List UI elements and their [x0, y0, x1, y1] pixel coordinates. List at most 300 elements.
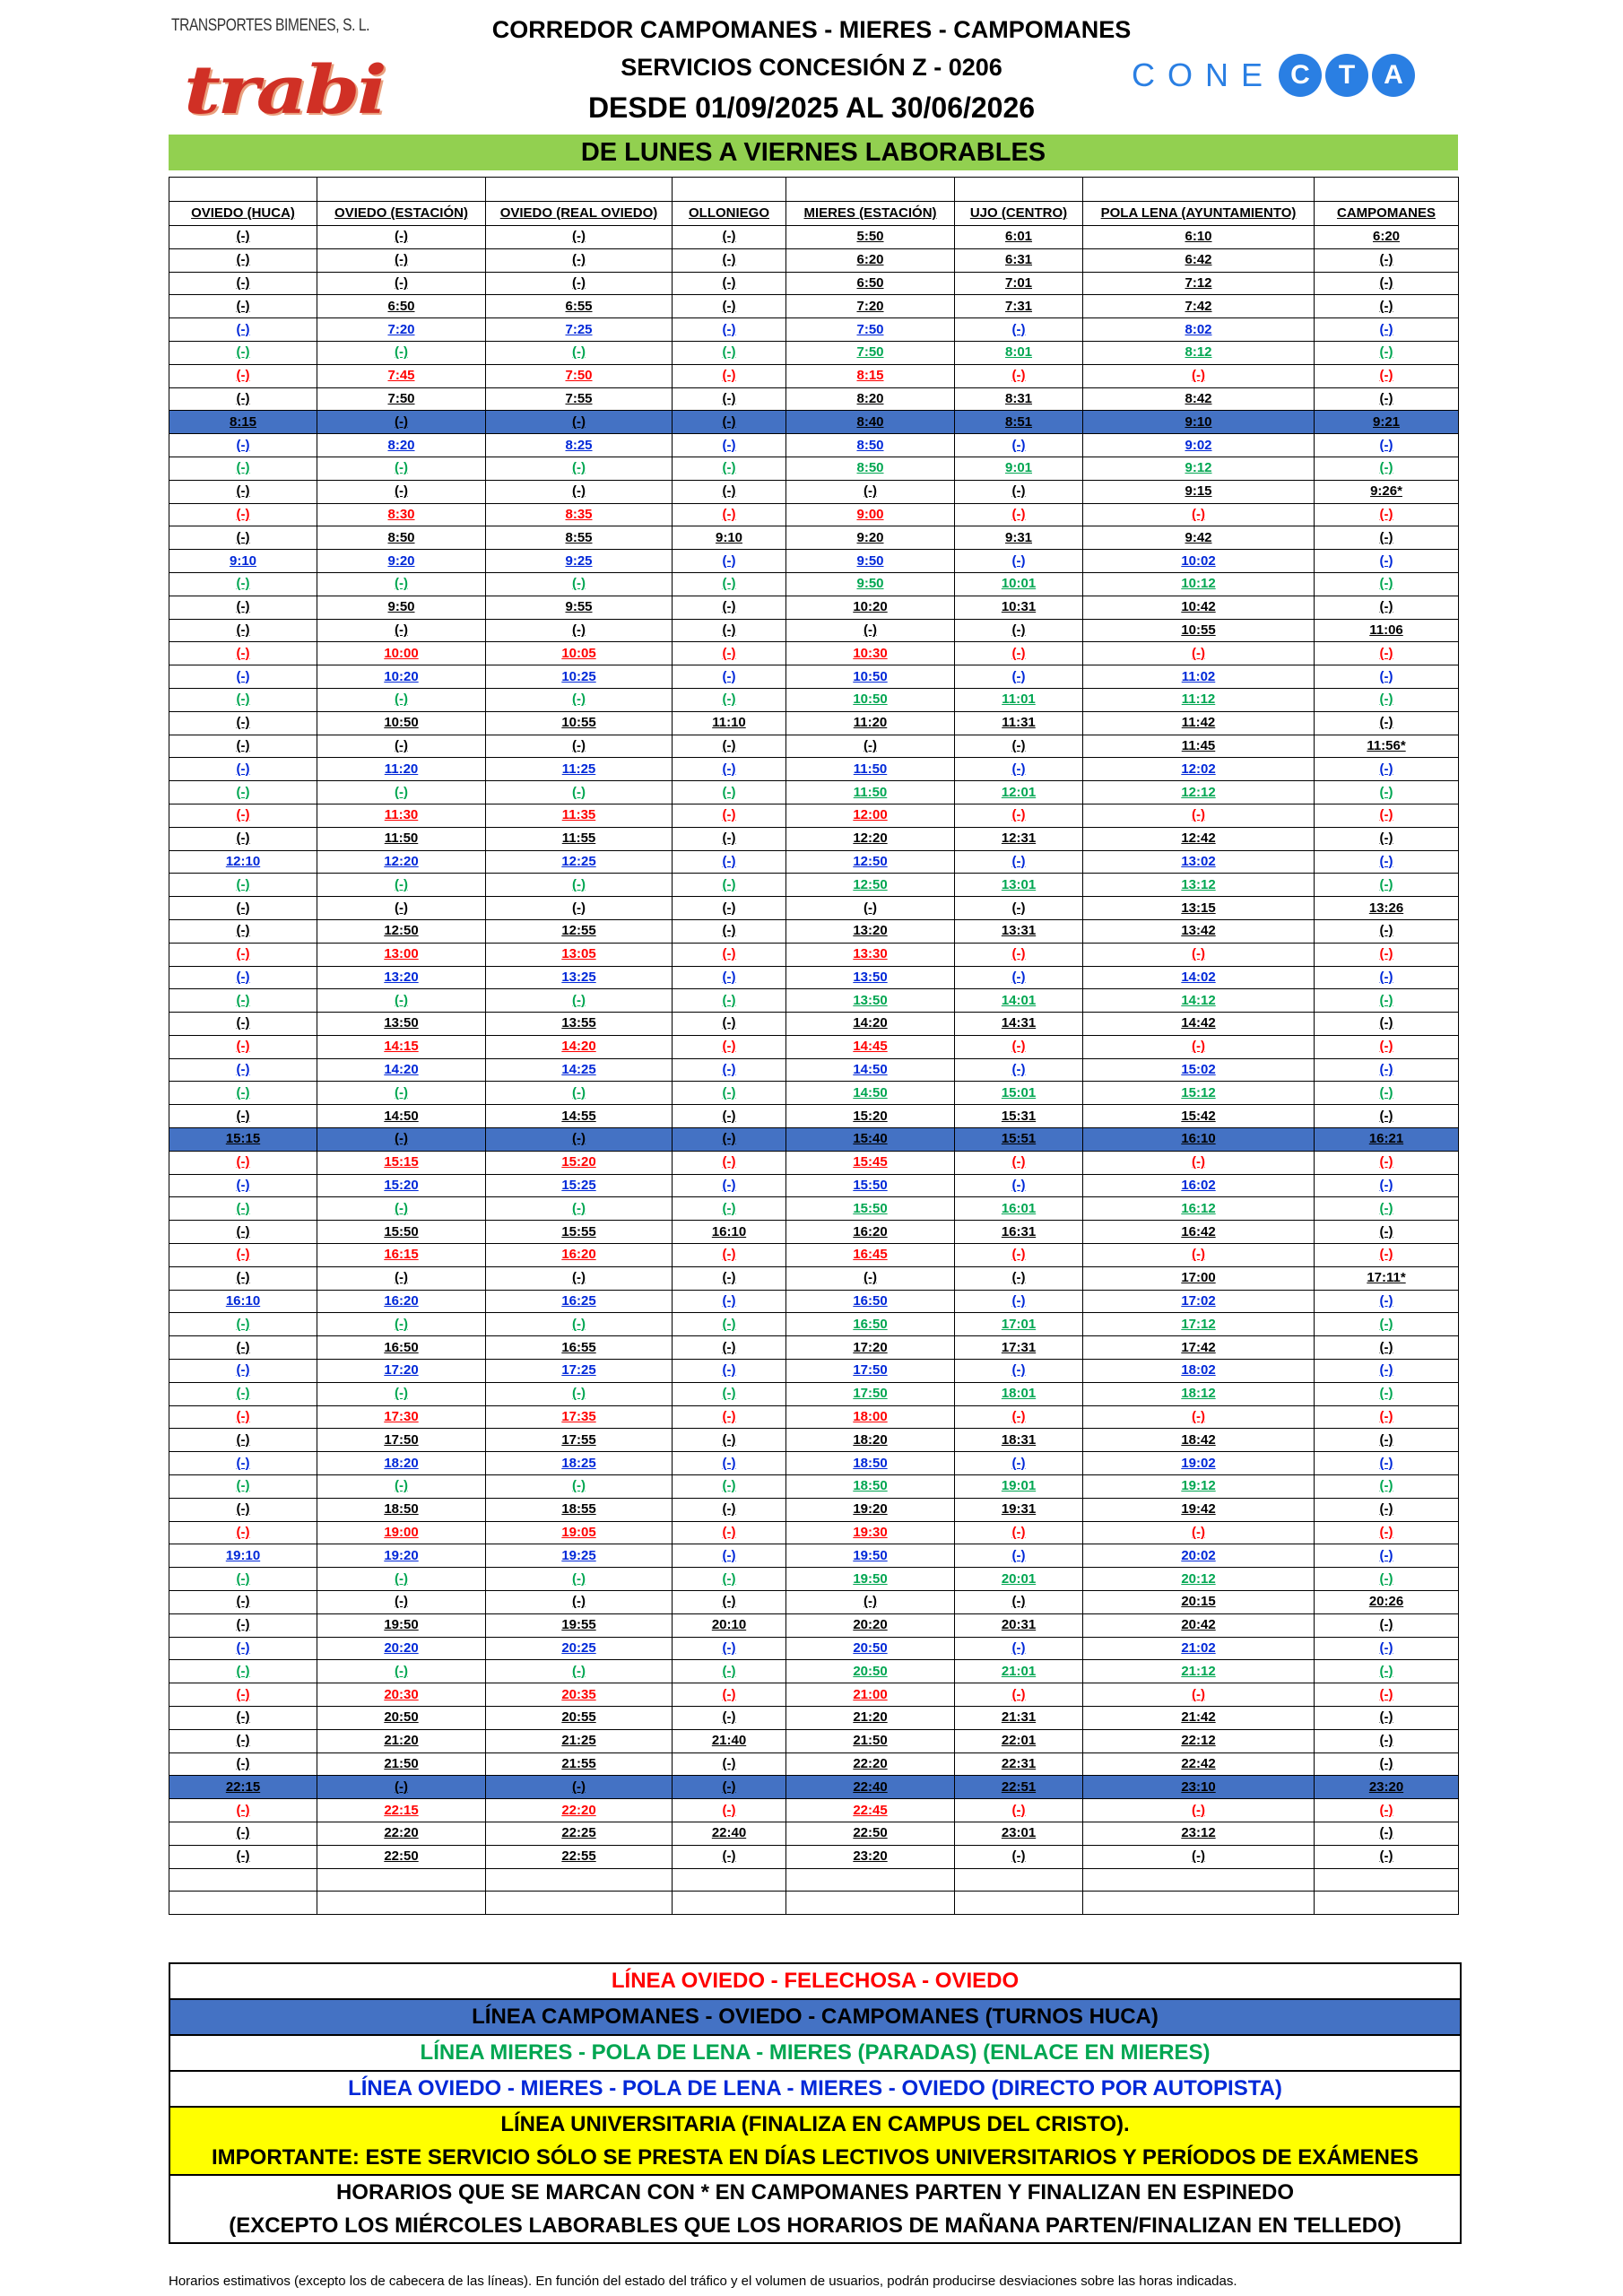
time-cell: (-): [169, 1799, 317, 1822]
time-cell: (-): [673, 1105, 786, 1128]
time-cell: (-): [317, 480, 486, 503]
time-cell: (-): [169, 341, 317, 364]
empty-cell: [486, 1868, 673, 1892]
time-cell: (-): [1083, 1845, 1315, 1868]
time-cell: 19:02: [1083, 1452, 1315, 1475]
time-cell: (-): [1315, 503, 1459, 526]
time-cell: (-): [169, 434, 317, 457]
time-cell: (-): [673, 1845, 786, 1868]
time-cell: (-): [169, 1105, 317, 1128]
time-cell: (-): [1083, 1683, 1315, 1707]
timetable-row: [169, 364, 1459, 387]
company-name: TRANSPORTES BIMENES, S. L.: [171, 16, 370, 35]
timetable-row: [169, 1244, 1459, 1267]
time-cell: 19:10: [169, 1544, 317, 1568]
trabi-logo: trabi: [184, 52, 385, 129]
time-cell: (-): [169, 364, 317, 387]
time-cell: (-): [955, 1266, 1083, 1290]
time-cell: (-): [486, 1082, 673, 1105]
time-cell: 23:20: [1315, 1776, 1459, 1799]
time-cell: 13:25: [486, 966, 673, 989]
time-cell: (-): [673, 1151, 786, 1174]
time-cell: (-): [673, 874, 786, 897]
time-cell: 18:55: [486, 1498, 673, 1521]
time-cell: (-): [169, 387, 317, 411]
timetable-row: [169, 897, 1459, 920]
time-cell: 9:01: [955, 457, 1083, 480]
time-cell: (-): [673, 781, 786, 804]
timetable-row: [169, 1035, 1459, 1058]
timetable-row: [169, 1752, 1459, 1776]
time-cell: 22:20: [786, 1752, 955, 1776]
timetable-row: [169, 550, 1459, 573]
column-header: UJO (CENTRO): [955, 202, 1083, 226]
time-cell: 7:20: [317, 318, 486, 342]
time-cell: 15:50: [317, 1221, 486, 1244]
time-cell: (-): [486, 457, 673, 480]
time-cell: (-): [786, 1266, 955, 1290]
time-cell: (-): [786, 897, 955, 920]
time-cell: (-): [1315, 1336, 1459, 1360]
timetable-row: [169, 804, 1459, 827]
time-cell: (-): [1083, 943, 1315, 966]
time-cell: (-): [955, 1360, 1083, 1383]
time-cell: 10:50: [786, 665, 955, 689]
time-cell: 20:50: [786, 1637, 955, 1660]
time-cell: (-): [673, 1475, 786, 1499]
time-cell: 11:12: [1083, 688, 1315, 711]
time-cell: (-): [169, 1568, 317, 1591]
time-cell: 9:10: [673, 526, 786, 550]
time-cell: 16:20: [786, 1221, 955, 1244]
time-cell: (-): [169, 1313, 317, 1336]
time-cell: (-): [673, 1174, 786, 1197]
time-cell: (-): [486, 226, 673, 249]
time-cell: 11:25: [486, 758, 673, 781]
time-cell: 20:20: [786, 1613, 955, 1637]
time-cell: (-): [1315, 943, 1459, 966]
timetable-row: [169, 295, 1459, 318]
time-cell: (-): [1083, 1244, 1315, 1267]
time-cell: 6:50: [786, 272, 955, 295]
time-cell: (-): [673, 1244, 786, 1267]
time-cell: (-): [955, 897, 1083, 920]
timetable-row: [169, 1591, 1459, 1614]
time-cell: 13:30: [786, 943, 955, 966]
time-cell: (-): [955, 434, 1083, 457]
time-cell: 17:25: [486, 1360, 673, 1383]
time-cell: (-): [955, 1521, 1083, 1544]
time-cell: (-): [169, 827, 317, 850]
time-cell: 20:10: [673, 1613, 786, 1637]
time-cell: 20:50: [317, 1707, 486, 1730]
time-cell: (-): [673, 457, 786, 480]
time-cell: (-): [1315, 1521, 1459, 1544]
validity-dates: DESDE 01/09/2025 AL 30/06/2026: [587, 91, 1036, 124]
time-cell: (-): [169, 1221, 317, 1244]
time-cell: (-): [1315, 966, 1459, 989]
timetable-row: [169, 1822, 1459, 1845]
time-cell: (-): [317, 1475, 486, 1499]
time-cell: (-): [169, 711, 317, 735]
time-cell: 16:20: [486, 1244, 673, 1267]
time-cell: (-): [169, 943, 317, 966]
time-cell: (-): [486, 688, 673, 711]
time-cell: 16:12: [1083, 1197, 1315, 1221]
time-cell: 19:55: [486, 1613, 673, 1637]
time-cell: (-): [1315, 1475, 1459, 1499]
time-cell: 6:50: [317, 295, 486, 318]
time-cell: (-): [1315, 1568, 1459, 1591]
time-cell: (-): [169, 1591, 317, 1614]
time-cell: (-): [486, 248, 673, 272]
time-cell: 12:01: [955, 781, 1083, 804]
time-cell: 11:56*: [1315, 735, 1459, 758]
time-cell: (-): [1315, 434, 1459, 457]
time-cell: 10:31: [955, 596, 1083, 619]
time-cell: (-): [786, 1591, 955, 1614]
time-cell: (-): [955, 1290, 1083, 1313]
time-cell: (-): [955, 735, 1083, 758]
time-cell: (-): [786, 480, 955, 503]
timetable-row: [169, 1544, 1459, 1568]
time-cell: 17:11*: [1315, 1266, 1459, 1290]
time-cell: 22:01: [955, 1729, 1083, 1752]
time-cell: (-): [169, 503, 317, 526]
time-cell: (-): [673, 1013, 786, 1036]
time-cell: (-): [1315, 827, 1459, 850]
timetable-row: [169, 665, 1459, 689]
time-cell: (-): [1083, 642, 1315, 665]
time-cell: 8:20: [317, 434, 486, 457]
time-cell: 21:00: [786, 1683, 955, 1707]
time-cell: 11:55: [486, 827, 673, 850]
asterisk-note-line2: (EXCEPTO LOS MIÉRCOLES LABORABLES QUE LOS HORARIOS DE MAÑANA PARTEN/FINALIZAN EN TELLEDO): [229, 2213, 1402, 2238]
time-cell: 7:42: [1083, 295, 1315, 318]
time-cell: 20:30: [317, 1683, 486, 1707]
time-cell: 20:50: [786, 1660, 955, 1683]
time-cell: (-): [673, 897, 786, 920]
time-cell: (-): [169, 295, 317, 318]
time-cell: 15:15: [169, 1128, 317, 1152]
time-cell: (-): [169, 1266, 317, 1290]
time-cell: 15:02: [1083, 1058, 1315, 1082]
time-cell: (-): [1315, 1105, 1459, 1128]
time-cell: (-): [1315, 1244, 1459, 1267]
time-cell: (-): [486, 897, 673, 920]
time-cell: (-): [317, 1568, 486, 1591]
time-cell: 19:50: [317, 1613, 486, 1637]
timetable-empty-row: [169, 1868, 1459, 1892]
time-cell: (-): [1315, 874, 1459, 897]
time-cell: 7:20: [786, 295, 955, 318]
time-cell: 7:55: [486, 387, 673, 411]
time-cell: 19:42: [1083, 1498, 1315, 1521]
time-cell: 7:25: [486, 318, 673, 342]
time-cell: (-): [169, 619, 317, 642]
timetable-row: [169, 874, 1459, 897]
time-cell: (-): [955, 1035, 1083, 1058]
time-cell: 11:42: [1083, 711, 1315, 735]
time-cell: 14:50: [317, 1105, 486, 1128]
time-cell: 15:51: [955, 1128, 1083, 1152]
time-cell: (-): [673, 827, 786, 850]
time-cell: 16:15: [317, 1244, 486, 1267]
time-cell: 10:30: [786, 642, 955, 665]
time-cell: 7:01: [955, 272, 1083, 295]
time-cell: (-): [317, 989, 486, 1013]
time-cell: (-): [486, 1382, 673, 1405]
time-cell: (-): [169, 758, 317, 781]
time-cell: 16:10: [673, 1221, 786, 1244]
time-cell: (-): [1315, 1035, 1459, 1058]
asterisk-note-line1: HORARIOS QUE SE MARCAN CON * EN CAMPOMANES PARTEN Y FINALIZAN EN ESPINEDO: [335, 2180, 1295, 2205]
time-cell: 5:50: [786, 226, 955, 249]
time-cell: (-): [673, 735, 786, 758]
timetable-row: [169, 642, 1459, 665]
time-cell: (-): [1315, 1429, 1459, 1452]
time-cell: (-): [673, 1266, 786, 1290]
time-cell: 12:00: [786, 804, 955, 827]
empty-cell: [1083, 1868, 1315, 1892]
time-cell: (-): [673, 1591, 786, 1614]
time-cell: (-): [955, 804, 1083, 827]
time-cell: 13:42: [1083, 919, 1315, 943]
time-cell: 12:25: [486, 850, 673, 874]
time-cell: 11:30: [317, 804, 486, 827]
time-cell: (-): [169, 1660, 317, 1683]
time-cell: 9:15: [1083, 480, 1315, 503]
time-cell: 17:01: [955, 1313, 1083, 1336]
time-cell: 9:20: [786, 526, 955, 550]
time-cell: (-): [673, 1313, 786, 1336]
time-cell: (-): [317, 735, 486, 758]
time-cell: 19:31: [955, 1498, 1083, 1521]
timetable-row: [169, 572, 1459, 596]
time-cell: (-): [486, 480, 673, 503]
time-cell: 16:50: [317, 1336, 486, 1360]
time-cell: 17:00: [1083, 1266, 1315, 1290]
time-cell: 10:55: [486, 711, 673, 735]
time-cell: (-): [169, 642, 317, 665]
time-cell: (-): [169, 1822, 317, 1845]
empty-cell: [1083, 1892, 1315, 1915]
time-cell: 14:50: [786, 1082, 955, 1105]
time-cell: (-): [317, 1313, 486, 1336]
timetable-row: [169, 1707, 1459, 1730]
time-cell: 22:15: [317, 1799, 486, 1822]
time-cell: (-): [673, 1498, 786, 1521]
time-cell: 13:50: [786, 989, 955, 1013]
time-cell: (-): [955, 550, 1083, 573]
time-cell: (-): [1315, 1822, 1459, 1845]
time-cell: (-): [673, 1082, 786, 1105]
timetable-row: [169, 1521, 1459, 1544]
time-cell: (-): [955, 1544, 1083, 1568]
time-cell: (-): [1083, 804, 1315, 827]
time-cell: 22:45: [786, 1799, 955, 1822]
time-cell: 10:20: [317, 665, 486, 689]
time-cell: 16:31: [955, 1221, 1083, 1244]
time-cell: 19:12: [1083, 1475, 1315, 1499]
empty-cell: [673, 1892, 786, 1915]
time-cell: (-): [673, 364, 786, 387]
time-cell: (-): [486, 781, 673, 804]
time-cell: 22:50: [317, 1845, 486, 1868]
time-cell: 11:01: [955, 688, 1083, 711]
time-cell: (-): [169, 457, 317, 480]
time-cell: 19:05: [486, 1521, 673, 1544]
timetable-row: [169, 1729, 1459, 1752]
time-cell: (-): [169, 1683, 317, 1707]
time-cell: 14:55: [486, 1105, 673, 1128]
time-cell: (-): [317, 1266, 486, 1290]
time-cell: 20:25: [486, 1637, 673, 1660]
time-cell: (-): [673, 1544, 786, 1568]
timetable-row: [169, 387, 1459, 411]
time-cell: (-): [673, 572, 786, 596]
time-cell: 14:50: [786, 1058, 955, 1082]
time-cell: (-): [169, 1845, 317, 1868]
time-cell: 13:15: [1083, 897, 1315, 920]
time-cell: 23:10: [1083, 1776, 1315, 1799]
time-cell: 6:01: [955, 226, 1083, 249]
time-cell: (-): [1315, 989, 1459, 1013]
time-cell: (-): [1315, 1452, 1459, 1475]
time-cell: 21:20: [786, 1707, 955, 1730]
time-cell: 13:02: [1083, 850, 1315, 874]
time-cell: 7:50: [486, 364, 673, 387]
column-header: OVIEDO (HUCA): [169, 202, 317, 226]
time-cell: (-): [1315, 1405, 1459, 1429]
column-header: OLLONIEGO: [673, 202, 786, 226]
time-cell: (-): [955, 943, 1083, 966]
time-cell: (-): [1315, 1290, 1459, 1313]
empty-cell: [786, 1892, 955, 1915]
time-cell: (-): [673, 1058, 786, 1082]
time-cell: (-): [955, 503, 1083, 526]
timetable-row: [169, 1174, 1459, 1197]
time-cell: (-): [673, 596, 786, 619]
time-cell: 18:50: [317, 1498, 486, 1521]
time-cell: (-): [673, 619, 786, 642]
time-cell: 8:50: [786, 434, 955, 457]
time-cell: 8:20: [786, 387, 955, 411]
time-cell: (-): [169, 572, 317, 596]
time-cell: (-): [673, 1452, 786, 1475]
time-cell: (-): [1315, 1637, 1459, 1660]
time-cell: (-): [1315, 1683, 1459, 1707]
time-cell: 8:55: [486, 526, 673, 550]
time-cell: (-): [673, 226, 786, 249]
time-cell: 6:10: [1083, 226, 1315, 249]
time-cell: (-): [169, 874, 317, 897]
time-cell: 16:50: [786, 1313, 955, 1336]
time-cell: (-): [1315, 665, 1459, 689]
time-cell: (-): [169, 272, 317, 295]
time-cell: (-): [169, 1082, 317, 1105]
time-cell: (-): [169, 1336, 317, 1360]
time-cell: 11:06: [1315, 619, 1459, 642]
time-cell: 11:31: [955, 711, 1083, 735]
time-cell: 15:12: [1083, 1082, 1315, 1105]
time-cell: 15:01: [955, 1082, 1083, 1105]
time-cell: (-): [169, 1498, 317, 1521]
time-cell: 17:20: [317, 1360, 486, 1383]
time-cell: 17:02: [1083, 1290, 1315, 1313]
column-header: OVIEDO (REAL OVIEDO): [486, 202, 673, 226]
time-cell: (-): [169, 1637, 317, 1660]
time-cell: (-): [317, 248, 486, 272]
time-cell: (-): [169, 1429, 317, 1452]
timetable-row: [169, 735, 1459, 758]
conecta-logo: [1132, 52, 1415, 99]
timetable-row: [169, 1382, 1459, 1405]
time-cell: 14:25: [486, 1058, 673, 1082]
time-cell: (-): [169, 735, 317, 758]
time-cell: (-): [317, 874, 486, 897]
timetable-row: [169, 1845, 1459, 1868]
time-cell: (-): [673, 804, 786, 827]
footer-disclaimer: Horarios estimativos (excepto los de cabecera de las líneas). En función del estado del tráfico y el volumen de usuarios, podrán producirse desviaciones sobre las horas indicadas.: [169, 2274, 1237, 2289]
timetable-empty-row: [169, 1892, 1459, 1915]
legend-red-line: LÍNEA OVIEDO - FELECHOSA - OVIEDO: [170, 1964, 1460, 2000]
time-cell: (-): [169, 1707, 317, 1730]
time-cell: (-): [1315, 1013, 1459, 1036]
time-cell: (-): [169, 966, 317, 989]
time-cell: 18:02: [1083, 1360, 1315, 1383]
time-cell: (-): [1083, 364, 1315, 387]
time-cell: (-): [1315, 1707, 1459, 1730]
time-cell: (-): [169, 989, 317, 1013]
time-cell: 12:20: [786, 827, 955, 850]
timetable-header-row: [169, 202, 1459, 226]
empty-cell: [169, 1892, 317, 1915]
time-cell: 16:42: [1083, 1221, 1315, 1244]
time-cell: (-): [955, 1151, 1083, 1174]
time-cell: 22:42: [1083, 1752, 1315, 1776]
time-cell: 15:50: [786, 1174, 955, 1197]
time-cell: 12:55: [486, 919, 673, 943]
time-cell: (-): [169, 318, 317, 342]
time-cell: 10:12: [1083, 572, 1315, 596]
time-cell: 12:31: [955, 827, 1083, 850]
time-cell: 9:31: [955, 526, 1083, 550]
time-cell: 23:20: [786, 1845, 955, 1868]
time-cell: 15:50: [786, 1197, 955, 1221]
time-cell: 8:50: [317, 526, 486, 550]
time-cell: (-): [673, 550, 786, 573]
time-cell: (-): [169, 1197, 317, 1221]
time-cell: 18:01: [955, 1382, 1083, 1405]
timetable-row: [169, 341, 1459, 364]
time-cell: 12:02: [1083, 758, 1315, 781]
timetable-row: [169, 1776, 1459, 1799]
time-cell: (-): [169, 1382, 317, 1405]
time-cell: (-): [673, 688, 786, 711]
time-cell: (-): [1315, 550, 1459, 573]
time-cell: (-): [1083, 1799, 1315, 1822]
timetable-row: [169, 1151, 1459, 1174]
time-cell: (-): [955, 1174, 1083, 1197]
time-cell: (-): [1315, 596, 1459, 619]
time-cell: 19:50: [786, 1568, 955, 1591]
legend-university-line: [170, 2108, 1460, 2176]
time-cell: (-): [673, 943, 786, 966]
time-cell: (-): [673, 272, 786, 295]
timetable-row: [169, 1336, 1459, 1360]
timetable-row: [169, 1637, 1459, 1660]
